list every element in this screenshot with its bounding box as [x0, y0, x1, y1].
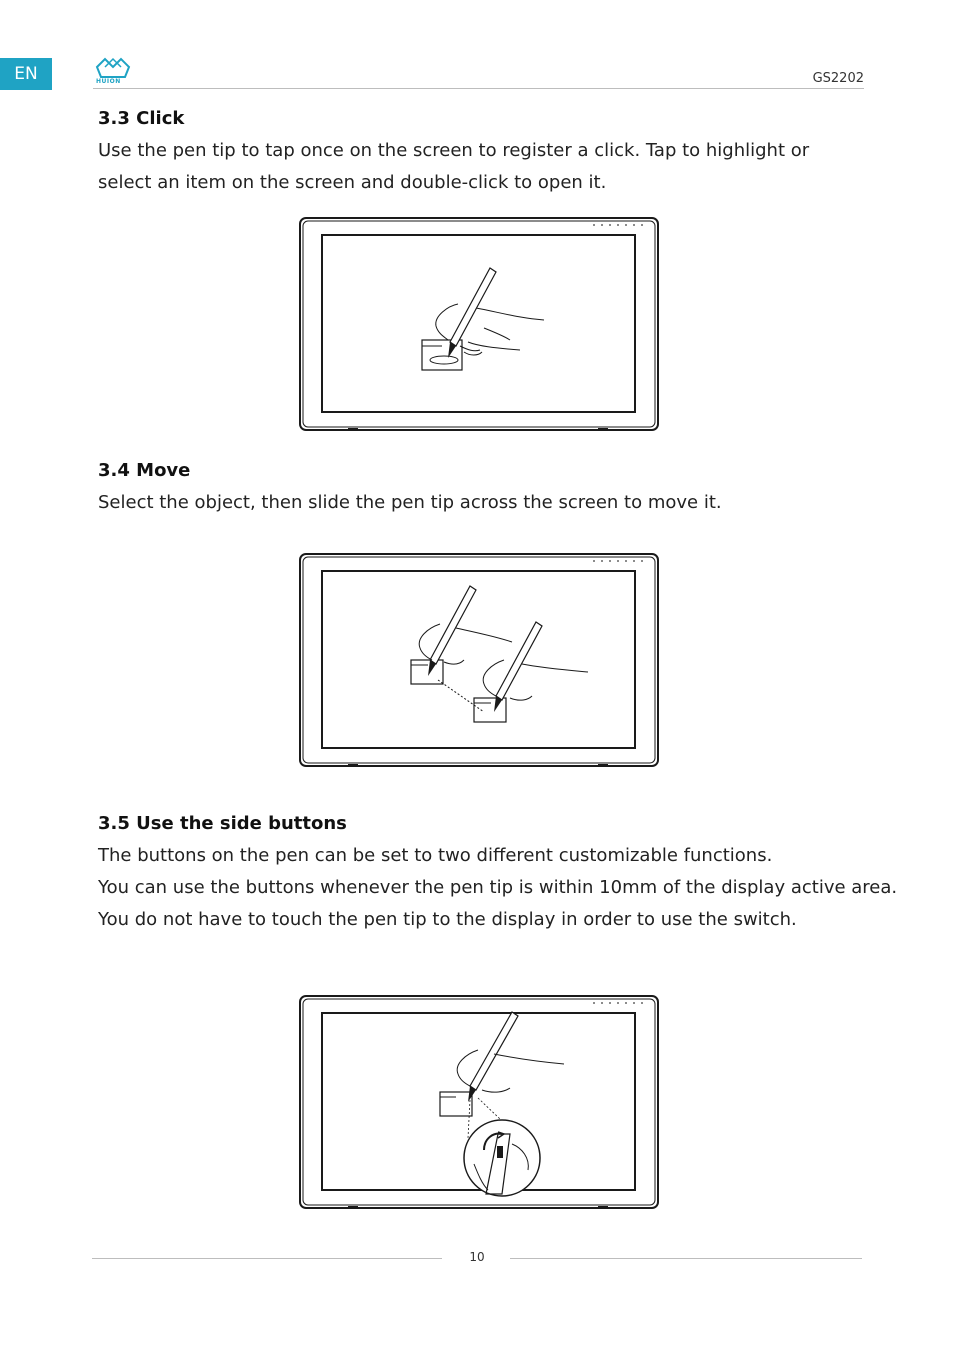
text-line: select an item on the screen and double-click to open it. [98, 172, 607, 193]
text-line: You can use the buttons whenever the pen tip is within 10mm of the display active area. [98, 877, 898, 898]
section-text-side-buttons [98, 840, 897, 936]
section-heading-side-buttons: 3.5 Use the side buttons [98, 813, 347, 834]
text-line: The buttons on the pen can be set to two different customizable functions. [98, 845, 773, 866]
model-number: GS2202 [812, 71, 864, 86]
click-illustration [298, 216, 660, 432]
page-number: 10 [469, 1250, 485, 1264]
footer-divider-left [92, 1258, 442, 1259]
text-line: Use the pen tip to tap once on the screen to register a click. Tap to highlight or [98, 140, 810, 161]
language-tab: EN [0, 58, 52, 90]
text-line: You do not have to touch the pen tip to the display in order to use the switch. [98, 909, 797, 930]
side-buttons-illustration [298, 994, 660, 1210]
section-text-click [98, 135, 809, 199]
footer-divider-right [510, 1258, 862, 1259]
text-line: Select the object, then slide the pen tip across the screen to move it. [98, 492, 722, 513]
section-heading-click: 3.3 Click [98, 108, 185, 129]
section-heading-move: 3.4 Move [98, 460, 191, 481]
brand-name: HUION [96, 78, 121, 85]
move-illustration [298, 552, 660, 768]
section-text-move [98, 487, 722, 519]
header-divider [93, 88, 864, 89]
